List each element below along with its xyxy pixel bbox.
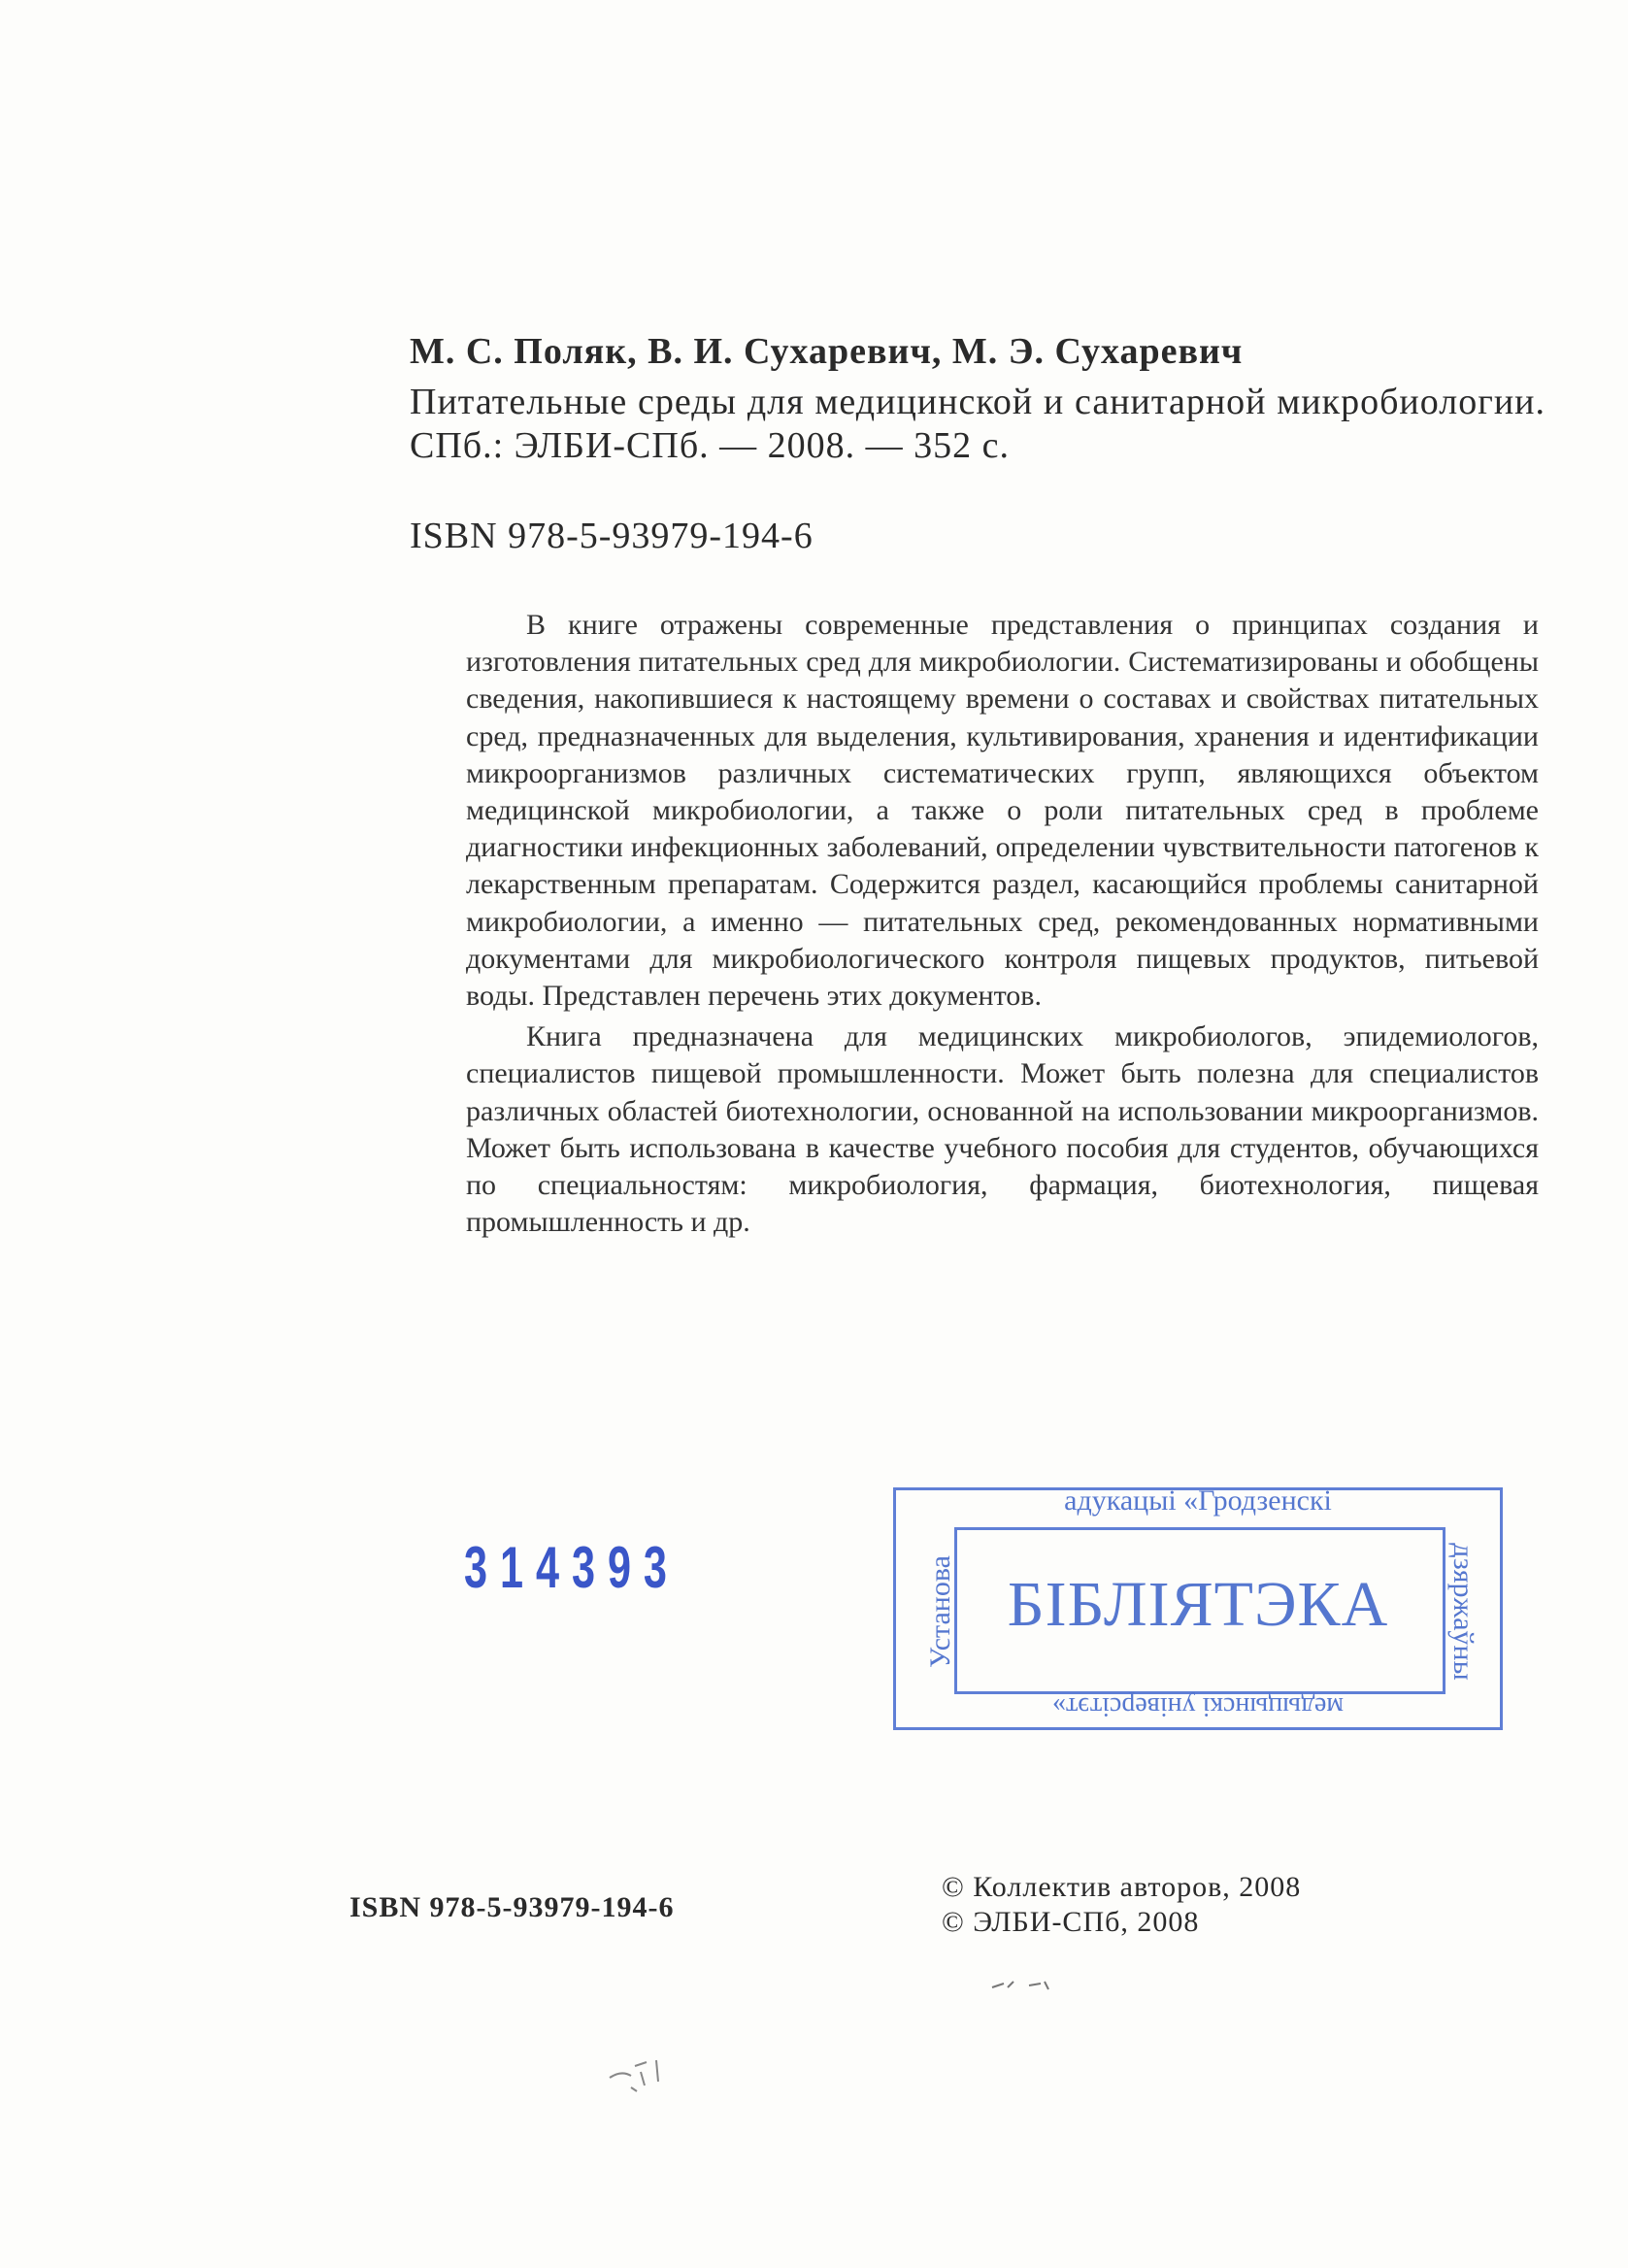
isbn-bottom: ISBN 978-5-93979-194-6 [349, 1891, 675, 1923]
copyright-publisher: © ЭЛБИ-СПб, 2008 [942, 1906, 1200, 1938]
book-title-citation: Питательные среды для медицинской и санитарной микробиологии. СПб.: ЭЛБИ-СПб. — 2008. — 352 с. [410, 382, 1545, 466]
abstract [466, 607, 1539, 1241]
abstract-paragraph-2: Книга предназначена для медицинских микробиологов, эпидемиологов, специалистов пищевой промышленности. Может быть полезна для специалистов различных областей биотехнологии, основанной на использовании микроорганизмов. Может быть использована в качестве учебного пособия для студентов, обучающихся по специальностям: микробиология, фармация, биотехнология, пищевая промышленность и др. [466, 1020, 1539, 1239]
pencil-mark [602, 2049, 680, 2097]
isbn-top: ISBN 978-5-93979-194-6 [410, 516, 814, 556]
stamp-top-text: адукацыі «Гродзенскі [1064, 1484, 1332, 1517]
stamp-bottom-text: медыцынскі універсітэт» [1051, 1691, 1345, 1721]
stamp-left-text: Установа [924, 1555, 956, 1668]
library-stamp [893, 1484, 1503, 1730]
copyright-authors: © Коллектив авторов, 2008 [942, 1871, 1302, 1903]
copyright-block [942, 1870, 1301, 1940]
abstract-paragraph-1: В книге отражены современные представления о принципах создания и изготовления питательных сред для микробиологии. Систематизированы и обобщены сведения, накопившиеся к настоящему времени о составах и свойствах питательных сред, предназначенных для выделения, культивирования, хранения и идентификации микроорганизмов различных систематических групп, являющихся объектом медицинской микробиологии, а также о роли питательных сред в проблеме диагностики инфекционных заболеваний, определении чувствительности патогенов к лекарственным препаратам. Содержится раздел, касающийся проблемы санитарной микробиологии, а именно — питательных сред, рекомендованных нормативными документами для микробиологического контроля пищевых продуктов, питьевой воды. Представлен перечень этих документов. [466, 609, 1539, 1013]
stamp-right-text: дзяржаўны [1447, 1543, 1479, 1681]
authors: М. С. Поляк, В. И. Сухаревич, М. Э. Сухаревич [410, 331, 1244, 372]
ink-mark [990, 1976, 1058, 1995]
stamp-main-text: БІБЛІЯТЭКА [1007, 1569, 1389, 1640]
inventory-number: 314393 [464, 1535, 680, 1600]
